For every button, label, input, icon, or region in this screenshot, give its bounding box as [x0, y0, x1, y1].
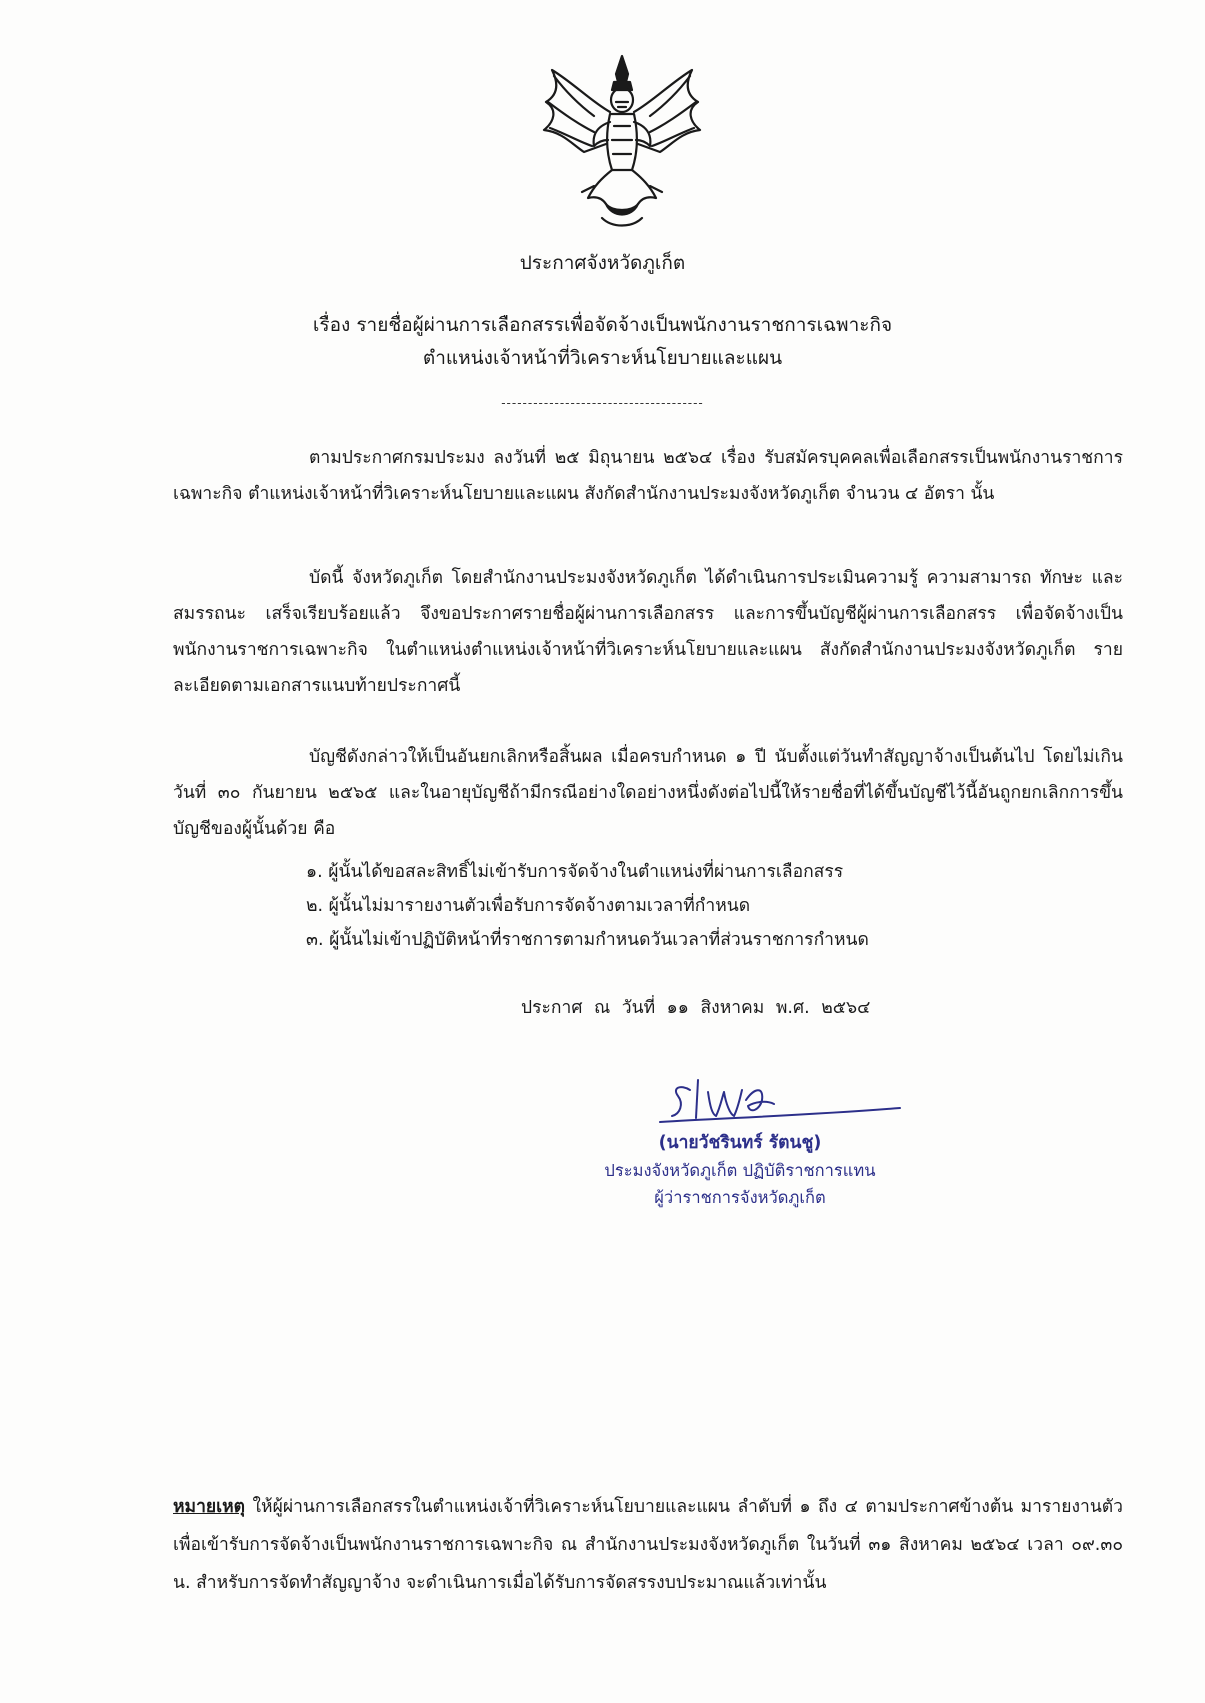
garuda-emblem-icon [532, 52, 712, 232]
signature-block [560, 1130, 920, 1211]
list-item: ๑. ผู้นั้นได้ขอสละสิทธิ์ไม่เข้ารับการจัดจ้างในตำแหน่งที่ผ่านการเลือกสรร [306, 862, 844, 882]
list-item: ๒. ผู้นั้นไม่มารายงานตัวเพื่อรับการจัดจ้างตามเวลาที่กำหนด [306, 896, 751, 916]
remark-note [173, 1488, 1123, 1602]
list-item: ๓. ผู้นั้นไม่เข้าปฏิบัติหน้าที่ราชการตามกำหนดวันเวลาที่ส่วนราชการกำหนด [306, 930, 869, 950]
subject-line-2: ตำแหน่งเจ้าหน้าที่วิเคราะห์นโยบายและแผน [422, 347, 783, 369]
paragraph-3: บัญชีดังกล่าวให้เป็นอันยกเลิกหรือสิ้นผล เมื่อครบกำหนด ๑ ปี นับตั้งแต่วันทำสัญญาจ้างเป็นต้นไป โดยไม่เกินวันที่ ๓๐ กันยายน ๒๕๖๕ และในอายุบัญชีถ้ามีกรณีอย่างใดอย่างหนึ่งดังต่อไปนี้ให้รายชื่อที่ได้ขึ้นบัญชีไว้นี้อันถูกยกเลิกการขึ้นบัญชีของผู้นั้นด้วย คือ [173, 747, 1123, 839]
cancellation-conditions-list [306, 855, 1106, 957]
announcement-date: ประกาศ ณ วันที่ ๑๑ สิงหาคม พ.ศ. ๒๕๖๔ [521, 998, 871, 1018]
signatory-name: (นายวัชรินทร์ รัตนชู) [658, 1133, 822, 1153]
remark-label: หมายเหตุ [173, 1497, 246, 1517]
subject-line-1: เรื่อง รายชื่อผู้ผ่านการเลือกสรรเพื่อจัดจ้างเป็นพนักงานราชการเฉพาะกิจ [312, 314, 893, 336]
signatory-position-2: ผู้ว่าราชการจังหวัดภูเก็ต [654, 1188, 826, 1207]
handwritten-signature [650, 1070, 910, 1138]
paragraph-2: บัดนี้ จังหวัดภูเก็ต โดยสำนักงานประมงจังหวัดภูเก็ต ได้ดำเนินการประเมินความรู้ ความสามารถ ทักษะ และสมรรถนะ เสร็จเรียบร้อยแล้ว จึงขอประกาศรายชื่อผู้ผ่านการเลือกสรร และการขึ้นบัญชีผู้ผ่านการเลือกสรร เพื่อจัดจ้างเป็นพนักงานราชการเฉพาะกิจ ในตำแหน่งตำแหน่งเจ้าหน้าที่วิเคราะห์นโยบายและแผน สังกัดสำนักงานประมงจังหวัดภูเก็ต รายละเอียดตามเอกสารแนบท้ายประกาศนี้ [173, 568, 1123, 696]
announcement-title: ประกาศจังหวัดภูเก็ต [519, 252, 686, 274]
divider: -------------------------------------- [501, 396, 704, 410]
paragraph-1: ตามประกาศกรมประมง ลงวันที่ ๒๕ มิถุนายน ๒๕๖๔ เรื่อง รับสมัครบุคคลเพื่อเลือกสรรเป็นพนักงานราชการเฉพาะกิจ ตำแหน่งเจ้าหน้าที่วิเคราะห์นโยบายและแผน สังกัดสำนักงานประมงจังหวัดภูเก็ต จำนวน ๔ อัตรา นั้น [173, 448, 1123, 504]
remark-text: ให้ผู้ผ่านการเลือกสรรในตำแหน่งเจ้าที่วิเคราะห์นโยบายและแผน ลำดับที่ ๑ ถึง ๔ ตามประกาศข้างต้น มารายงานตัวเพื่อเข้ารับการจัดจ้างเป็นพนักงานราชการเฉพาะกิจ ณ สำนักงานประมงจังหวัดภูเก็ต ในวันที่ ๓๑ สิงหาคม ๒๕๖๔ เวลา ๐๙.๓๐ น. สำหรับการจัดทำสัญญาจ้าง จะดำเนินการเมื่อได้รับการจัดสรรงบประมาณแล้วเท่านั้น [173, 1497, 1123, 1593]
signatory-position-1: ประมงจังหวัดภูเก็ต ปฏิบัติราชการแทน [604, 1161, 876, 1180]
